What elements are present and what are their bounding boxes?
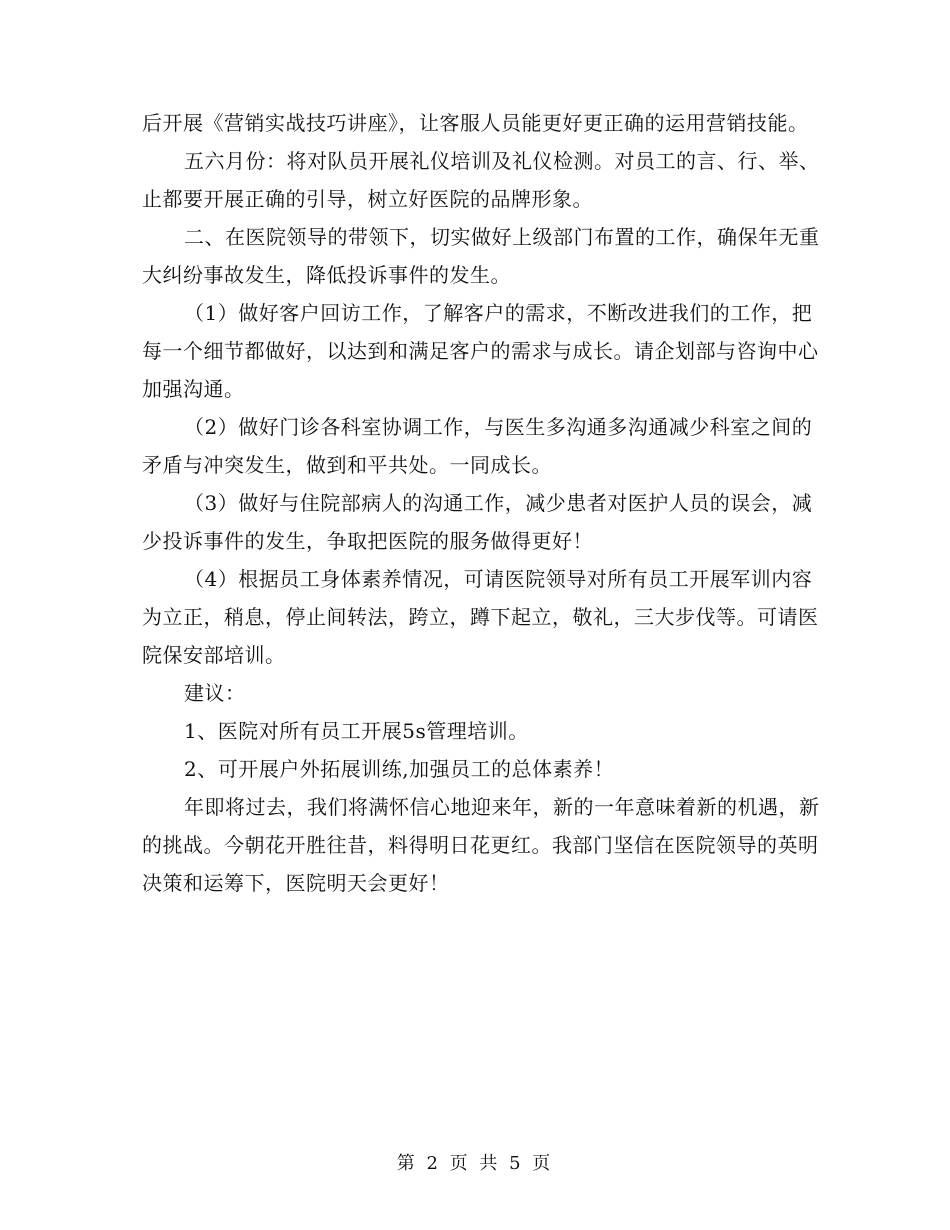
paragraph-8: 建议： <box>184 681 246 705</box>
paragraph-9: 1、医院对所有员工开展5s管理培训。 <box>184 719 529 743</box>
paragraph-11: 年即将过去，我们将满怀信心地迎来年，新的一年意味着新的机遇，新的挑战。今朝花开胜往昔，料得明日花更红。我部门坚信在医院领导的英明决策和运筹下，医院明天会更好！ <box>142 795 820 895</box>
paragraph-7: （4）根据员工身体素养情况，可请医院领导对所有员工开展军训内容为立正，稍息，停止间转法，跨立，蹲下起立，敬礼，三大步伐等。可请医院保安部培训。 <box>142 567 819 667</box>
paragraph-6: （3）做好与住院部病人的沟通工作，减少患者对医护人员的误会，减少投诉事件的发生，争取把医院的服务做得更好！ <box>142 491 813 553</box>
paragraph-3: 二、在医院领导的带领下，切实做好上级部门布置的工作，确保年无重大纠纷事故发生，降低投诉事件的发生。 <box>142 225 820 287</box>
paragraph-10: 2、可开展户外拓展训练,加强员工的总体素养！ <box>184 757 615 781</box>
paragraph-5: （2）做好门诊各科室协调工作，与医生多沟通多沟通减少科室之间的矛盾与冲突发生，做到和平共处。一同成长。 <box>142 415 813 477</box>
page-number-footer: 第 2 页 共 5 页 <box>396 1153 554 1174</box>
document-body <box>142 104 832 902</box>
paragraph-4: （1）做好客户回访工作，了解客户的需求，不断改进我们的工作，把每一个细节都做好，以达到和满足客户的需求与成长。请企划部与咨询中心加强沟通。 <box>142 301 819 401</box>
paragraph-1: 后开展《营销实战技巧讲座》，让客服人员能更好更正确的运用营销技能。 <box>142 111 809 135</box>
paragraph-2: 五六月份：将对队员开展礼仪培训及礼仪检测。对员工的言、行、举、止都要开展正确的引导，树立好医院的品牌形象。 <box>142 149 820 211</box>
